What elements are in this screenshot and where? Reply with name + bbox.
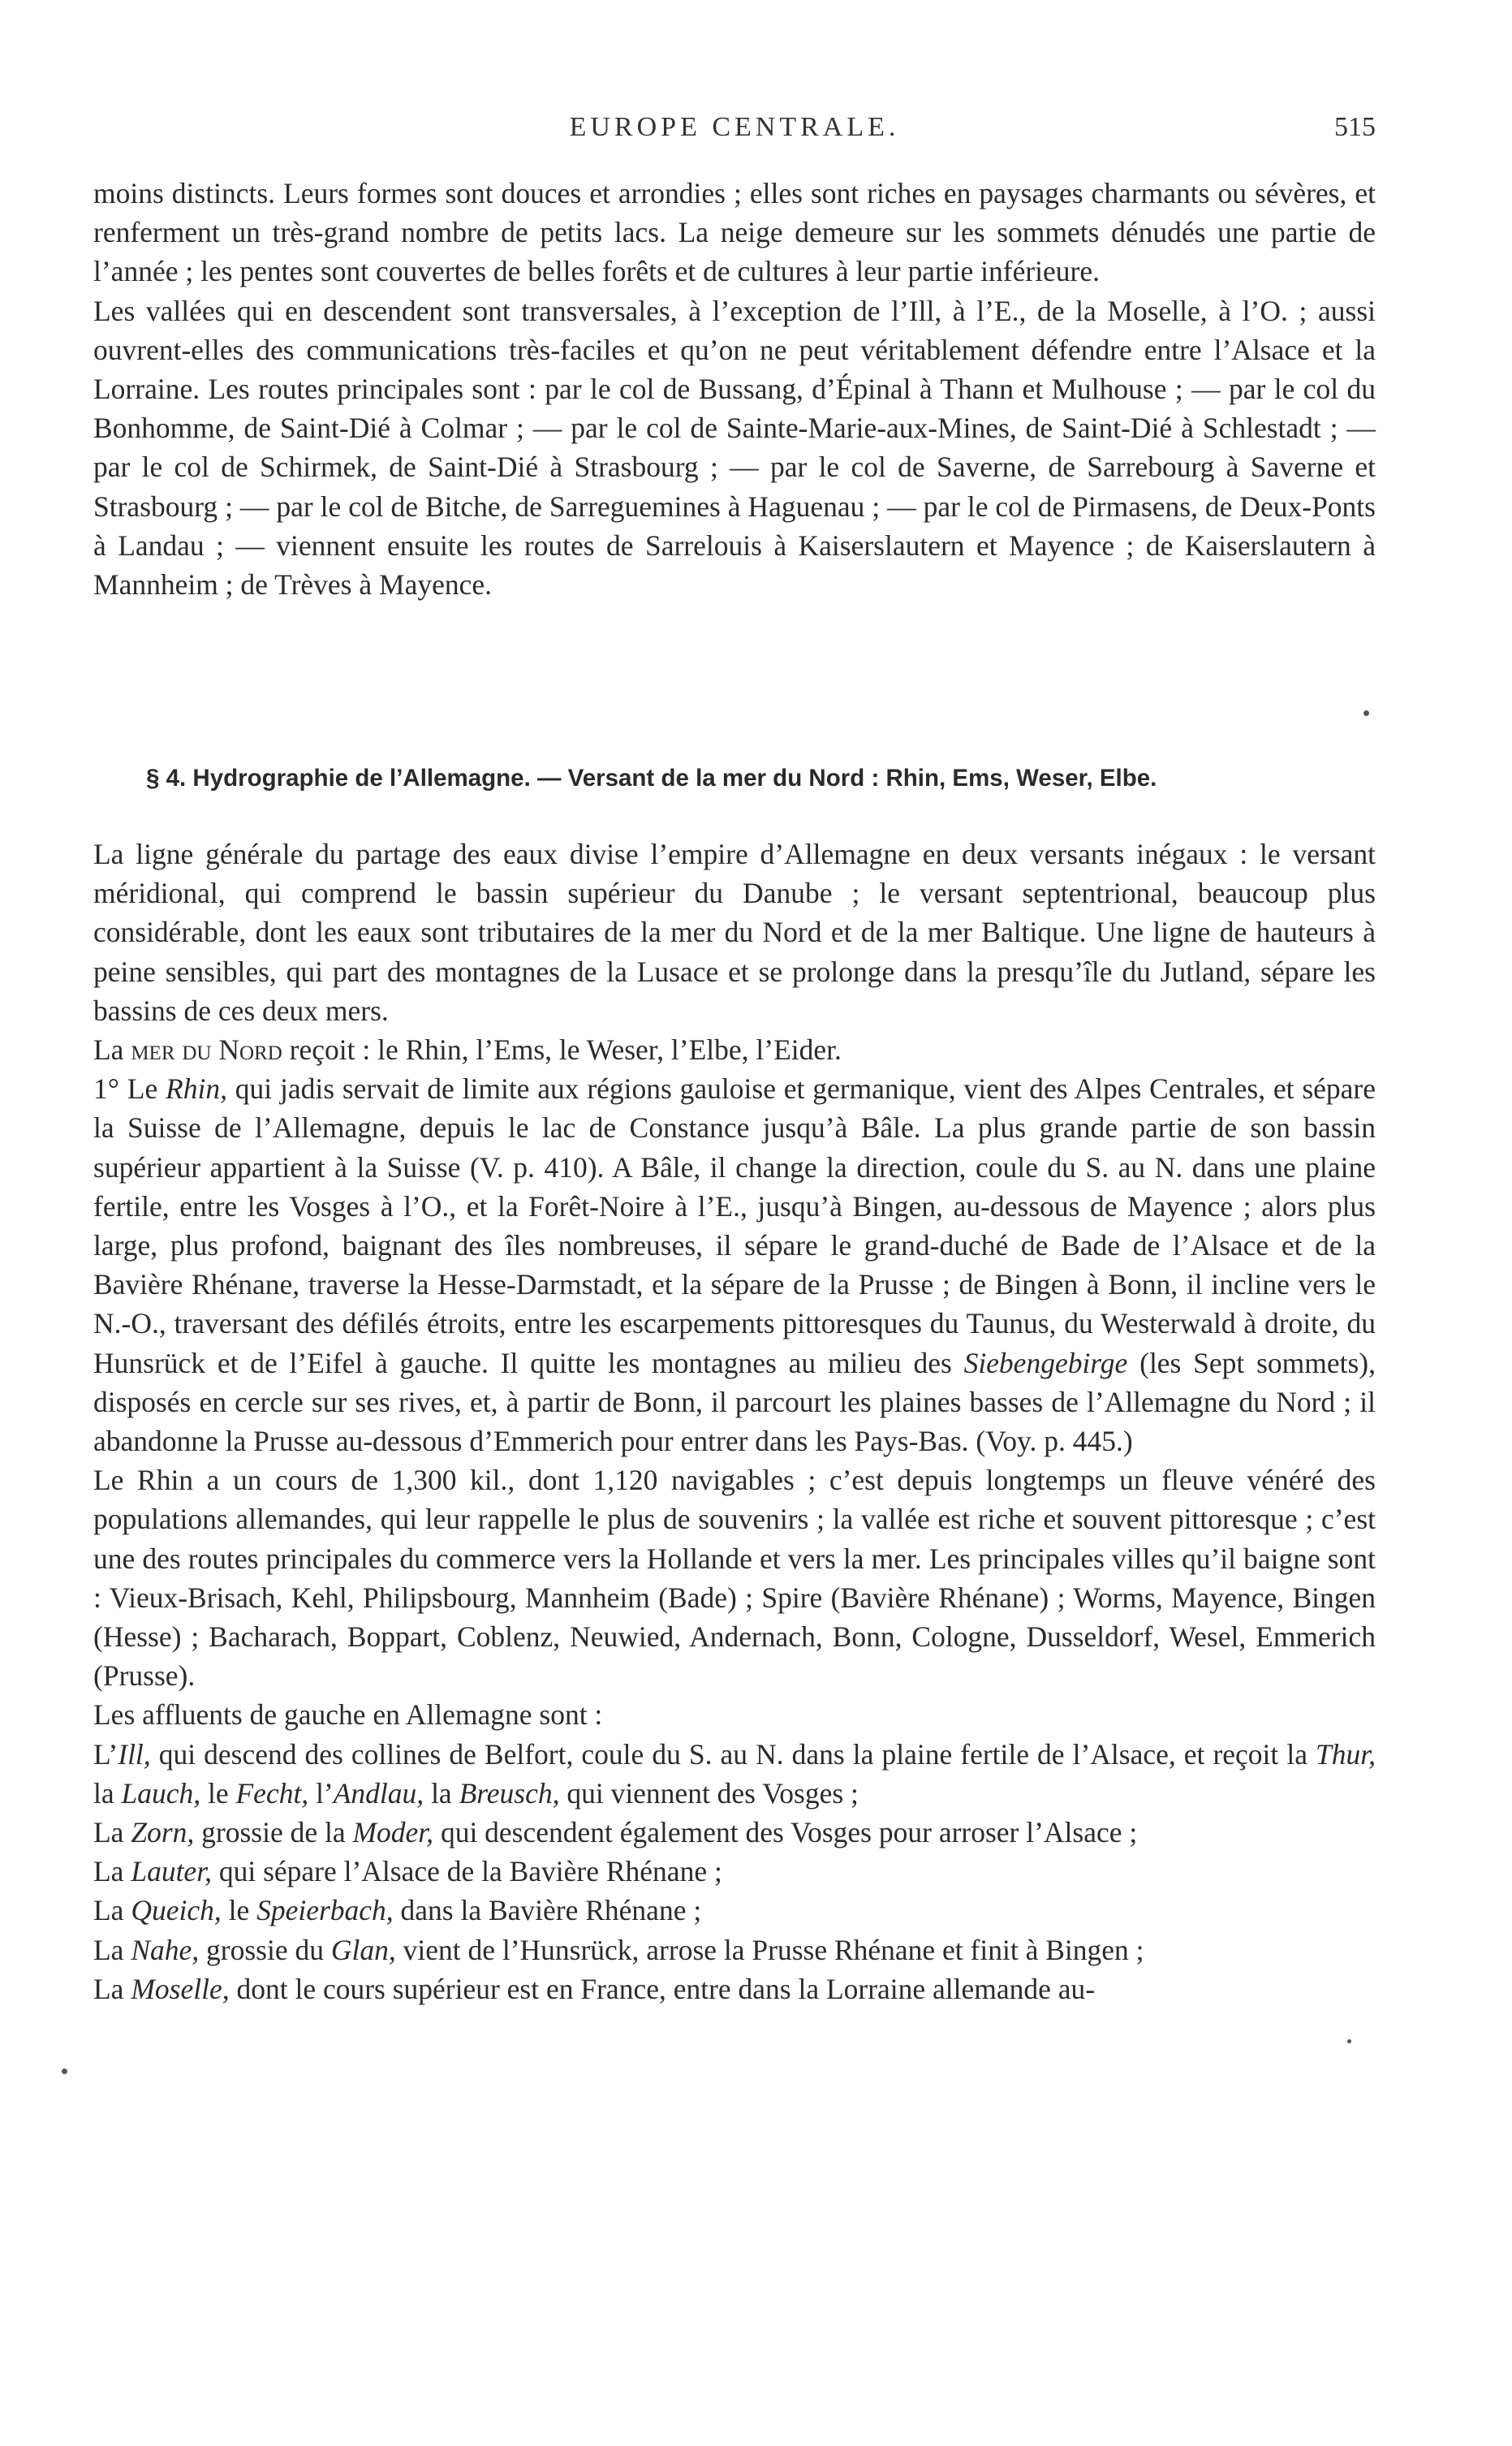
text-block-top [93, 174, 1376, 604]
section-heading: § 4. Hydrographie de l’Allemagne. — Versant de la mer du Nord : Rhin, Ems, Weser, Elbe. [146, 765, 1157, 792]
north-sea-smallcaps: mer du Nord [131, 1033, 282, 1067]
paragraph-moselle: La Moselle, dont le cours supérieur est en France, entre dans la Lorraine allemande au- [93, 1972, 1096, 2005]
page-number: 515 [1334, 112, 1376, 142]
print-speck [1363, 710, 1369, 716]
river-rhin: Rhin, [166, 1072, 227, 1106]
paragraph-rhine: 1° Le Rhin, qui jadis servait de limite aux régions gauloise et germanique, vient des Alpes Centrales, et sépare la Suisse de l’Allemagne, depuis le lac de Constance jusqu’à Bâle. La plus grande partie de son bassin supérieur appartient à la Suisse (V. p. 410). A Bâle, il change la direction, coule du S. au N. dans une plaine fertile, entre les Vosges à l’O., et la Forêt-Noire à l’E., jusqu’à Bingen, au-dessous de Mayence ; alors plus large, plus profond, baignant des îles nombreuses, il sépare le grand-duché de Bade de l’Alsace et de la Bavière Rhénane, traverse la Hesse-Darmstadt, et la sépare de la Prusse ; de Bingen à Bonn, il incline vers le N.-O., traversant des défilés étroits, entre les escarpements pittoresques du Taunus, du Westerwald à droite, du Hunsrück et de l’Eifel à gauche. Il quitte les montagnes au milieu des Siebengebirge (les Sept sommets), disposés en cercle sur ses rives, et, à partir de Bonn, il parcourt les plaines basses de l’Allemagne du Nord ; il abandonne la Prusse au-dessous d’Emmerich pour entrer dans les Pays-Bas. (Voy. p. 445.) [93, 1072, 1376, 1458]
siebengebirge: Siebengebirge [963, 1346, 1128, 1379]
paragraph-lauter: La Lauter, qui sépare l’Alsace de la Bavière Rhénane ; [93, 1855, 722, 1888]
text-block-hydrography [93, 835, 1376, 2008]
paragraph-ill: L’Ill, qui descend des collines de Belfort, coule du S. au N. dans la plaine fertile de l’Alsace, et reçoit la Thur, la Lauch, le Fecht, l’Andlau, la Breusch, qui viennent des Vosges ; [93, 1737, 1376, 1810]
print-speck [1347, 2039, 1351, 2043]
print-speck [62, 2069, 67, 2074]
paragraph-nahe: La Nahe, grossie du Glan, vient de l’Hunsrück, arrose la Prusse Rhénane et finit à Bingen ; [93, 1933, 1144, 1966]
paragraph-watershed: La ligne générale du partage des eaux divise l’empire d’Allemagne en deux versants inégaux : le versant méridional, qui comprend le bassin supérieur du Danube ; le versant septentrional, beaucoup plus considérable, dont les eaux sont tributaires de la mer du Nord et de la mer Baltique. Une ligne de hauteurs à peine sensibles, qui part des montagnes de la Lusace et se prolonge dans la presqu’île du Jutland, sépare les bassins de ces deux mers. [93, 838, 1376, 1027]
paragraph-vosges-routes: Les vallées qui en descendent sont transversales, à l’exception de l’Ill, à l’E., de la Moselle, à l’O. ; aussi ouvrent-elles des communications très-faciles et qu’on ne peut véritablement défendre entre l’Alsace et la Lorraine. Les routes principales sont : par le col de Bussang, d’Épinal à Thann et Mulhouse ; — par le col du Bonhomme, de Saint-Dié à Colmar ; — par le col de Sainte-Marie-aux-Mines, de Saint-Dié à Schlestadt ; — par le col de Schirmek, de Saint-Dié à Strasbourg ; — par le col de Saverne, de Sarrebourg à Saverne et Strasbourg ; — par le col de Bitche, de Sarreguemines à Haguenau ; — par le col de Pirmasens, de Deux-Ponts à Landau ; — viennent ensuite les routes de Sarrelouis à Kaiserslautern et Mayence ; de Kaiserslautern à Mannheim ; de Trèves à Mayence. [93, 294, 1376, 602]
paragraph-rhine-course: Le Rhin a un cours de 1,300 kil., dont 1,120 navigables ; c’est depuis longtemps un fleuve vénéré des populations allemandes, qui leur rappelle le plus de souvenirs ; la vallée est riche et souvent pittoresque ; c’est une des routes principales du commerce vers la Hollande et vers la mer. Les principales villes qu’il baigne sont : Vieux-Brisach, Kehl, Philipsbourg, Mannheim (Bade) ; Spire (Bavière Rhénane) ; Worms, Mayence, Bingen (Hesse) ; Bacharach, Boppart, Coblenz, Neuwied, Andernach, Bonn, Cologne, Dusseldorf, Wesel, Emmerich (Prusse). [93, 1464, 1376, 1693]
paragraph-left-tributaries: Les affluents de gauche en Allemagne sont : [93, 1698, 603, 1732]
running-head [93, 112, 1376, 153]
paragraph-vosges-description: moins distincts. Leurs formes sont douces et arrondies ; elles sont riches en paysages charmants ou sévères, et renferment un très-grand nombre de petits lacs. La neige demeure sur les sommets dénudés une partie de l’année ; les pentes sont couvertes de belles forêts et de cultures à leur partie inférieure. [93, 177, 1376, 288]
running-title: EUROPE CENTRALE. [569, 112, 900, 142]
paragraph-queich: La Queich, le Speierbach, dans la Bavière Rhénane ; [93, 1894, 702, 1927]
paragraph-north-sea: La mer du Nord reçoit : le Rhin, l’Ems, le Weser, l’Elbe, l’Eider. [93, 1033, 842, 1067]
paragraph-zorn: La Zorn, grossie de la Moder, qui descendent également des Vosges pour arroser l’Alsace ; [93, 1816, 1138, 1849]
